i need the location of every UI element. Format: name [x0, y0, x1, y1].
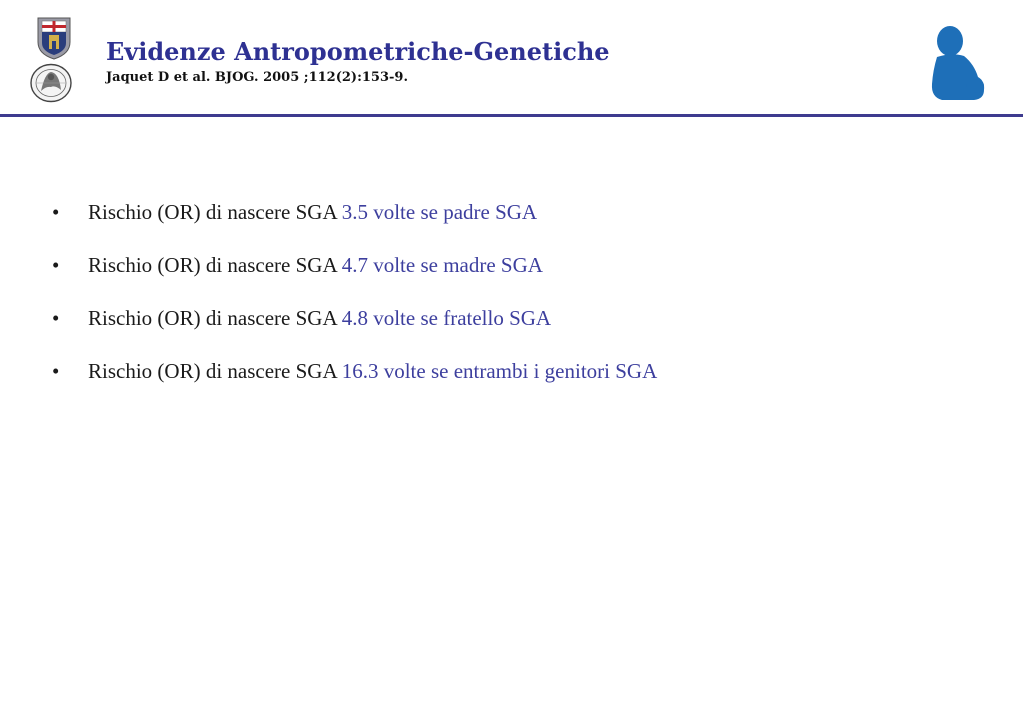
baby-silhouette-icon [928, 24, 986, 102]
bullet-marker: • [52, 359, 60, 383]
page-title: Evidenze Antropometriche-Genetiche [106, 37, 610, 66]
bullet-prefix: Rischio (OR) di nascere SGA [88, 359, 342, 383]
bullet-text [88, 359, 657, 384]
bullet-prefix: Rischio (OR) di nascere SGA [88, 306, 342, 330]
bullet-marker: • [52, 200, 60, 224]
university-crest-icon [36, 16, 72, 60]
citation: Jaquet D et al. BJOG. 2005 ;112(2):153-9. [106, 70, 408, 85]
bullet-highlight: 16.3 volte se entrambi i genitori SGA [341, 359, 658, 383]
bullet-text [88, 200, 537, 225]
bullet-highlight: 4.7 volte se madre SGA [341, 253, 543, 277]
bullet-highlight: 3.5 volte se padre SGA [341, 200, 538, 224]
bullet-marker: • [52, 253, 60, 277]
bullet-prefix: Rischio (OR) di nascere SGA [88, 253, 342, 277]
bullet-text [88, 253, 543, 278]
header-divider [0, 114, 1023, 117]
bullet-prefix: Rischio (OR) di nascere SGA [88, 200, 342, 224]
bullet-highlight: 4.8 volte se fratello SGA [341, 306, 552, 330]
bullet-text [88, 306, 551, 331]
bullet-marker: • [52, 306, 60, 330]
medical-seal-icon [29, 63, 73, 103]
